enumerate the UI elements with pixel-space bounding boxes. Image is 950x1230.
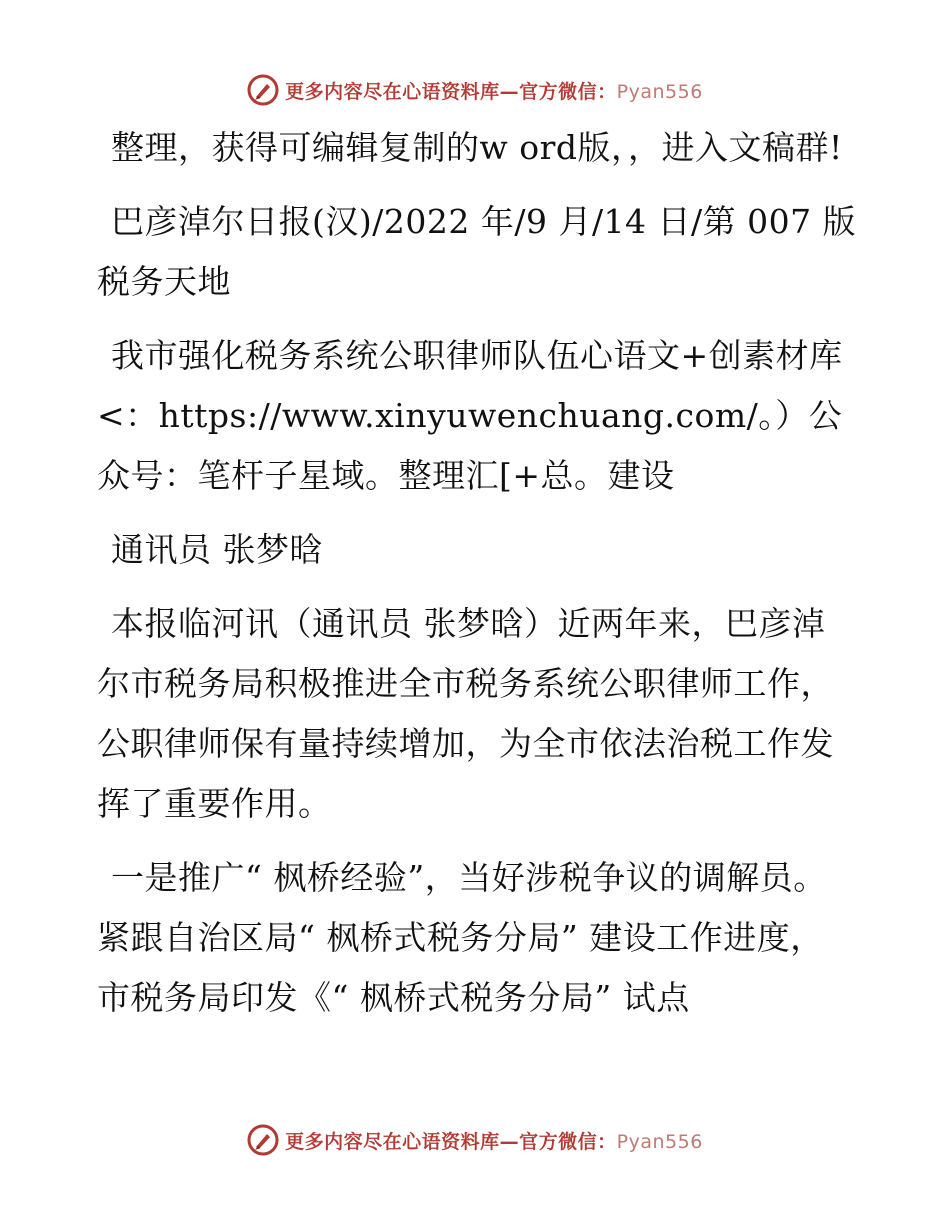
header-watermark <box>0 70 950 110</box>
watermark-text: 更多内容尽在心语资料库—官方微信：Pyan556 <box>285 1130 703 1153</box>
paragraph-byline: 通讯员 张梦晗 <box>111 530 323 569</box>
pen-logo-icon <box>247 74 279 106</box>
footer-watermark <box>0 1120 950 1160</box>
paragraph-headline: 我市强化税务系统公职律师队伍心语文+创素材库<：https://www.xinyuwenchuang.com/。）公众号：笔杆子星域。整理汇[+总。建设 <box>97 336 843 495</box>
document-body <box>97 118 857 1042</box>
paragraph-lead: 本报临河讯（通讯员 张梦晗）近两年来，巴彦淖尔市税务局积极推进全市税务系统公职律师工作，公职律师保有量持续增加，为全市依法治税工作发挥了重要作用。 <box>97 604 834 823</box>
pen-logo-icon <box>247 1124 279 1156</box>
watermark-text: 更多内容尽在心语资料库—官方微信：Pyan556 <box>285 80 703 103</box>
paragraph-intro: 整理，获得可编辑复制的w ord版，，进入文稿群! <box>111 128 843 167</box>
paragraph-point-one: 一是推广“ 枫桥经验”，当好涉税争议的调解员。紧跟自治区局“ 枫桥式税务分局” 建设工作进度，市税务局印发《“ 枫桥式税务分局” 试点 <box>97 858 827 1017</box>
paragraph-source: 巴彦淖尔日报(汉)/2022 年/9 月/14 日/第 007 版税务天地 <box>97 202 857 301</box>
